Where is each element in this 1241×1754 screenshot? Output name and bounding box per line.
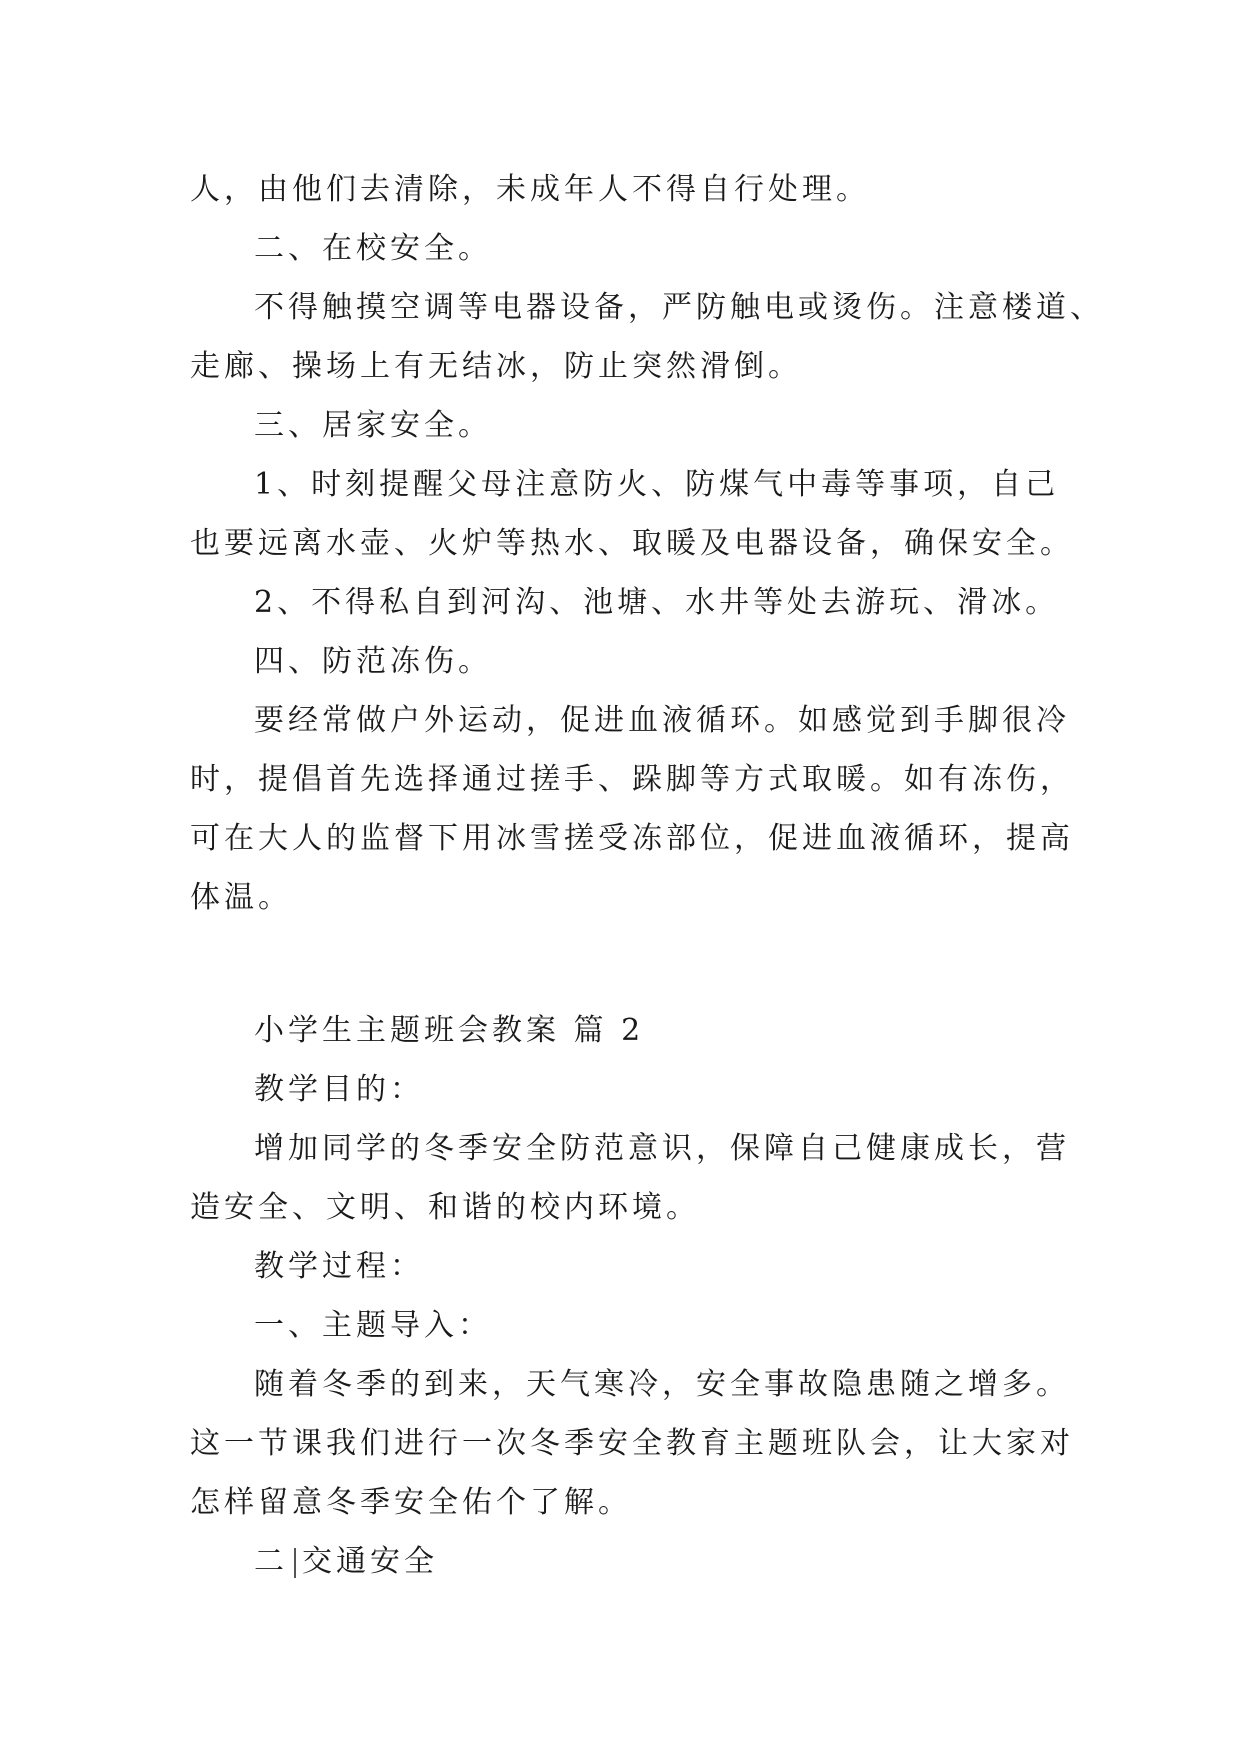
paragraph-line: 体温。 <box>190 880 292 915</box>
paragraph-line: 不得触摸空调等电器设备，严防触电或烫伤。注意楼道、 <box>254 290 1104 325</box>
paragraph-line: 造安全、文明、和谐的校内环境。 <box>190 1190 700 1225</box>
paragraph-line: 随着冬季的到来，天气寒冷，安全事故隐患随之增多。 <box>254 1367 1070 1402</box>
section-heading: 一、主题导入： <box>254 1308 492 1343</box>
section-heading: 二、在校安全。 <box>254 231 492 266</box>
paragraph-line: 也要远离水壶、火炉等热水、取暖及电器设备，确保安全。 <box>190 526 1074 561</box>
paragraph-line: 1、时刻提醒父母注意防火、防煤气中毒等事项，自己 <box>254 467 1060 502</box>
paragraph-line: 走廊、操场上有无结冰，防止突然滑倒。 <box>190 349 802 384</box>
document-body <box>190 160 1104 1591</box>
paragraph-line: 2、不得私自到河沟、池塘、水井等处去游玩、滑冰。 <box>254 585 1060 620</box>
section-heading: 三、居家安全。 <box>254 408 492 443</box>
paragraph-line: 时，提倡首先选择通过搓手、跺脚等方式取暖。如有冻伤， <box>190 762 1074 797</box>
text-cursor <box>294 1548 296 1578</box>
section-gap <box>190 927 1070 1001</box>
section-heading[interactable] <box>190 1532 1070 1591</box>
section-heading: 教学目的： <box>254 1072 424 1107</box>
section-heading: 四、防范冻伤。 <box>254 644 492 679</box>
paragraph-line: 这一节课我们进行一次冬季安全教育主题班队会，让大家对 <box>190 1426 1074 1461</box>
paragraph-line: 可在大人的监督下用冰雪搓受冻部位，促进血液循环，提高 <box>190 821 1074 856</box>
heading-prefix: 二 <box>254 1544 288 1579</box>
paragraph-line: 人，由他们去清除，未成年人不得自行处理。 <box>190 172 870 207</box>
heading-text: 交通安全 <box>302 1544 438 1579</box>
document-title: 小学生主题班会教案 篇 2 <box>254 1013 645 1048</box>
section-heading: 教学过程： <box>254 1249 424 1284</box>
paragraph-line: 要经常做户外运动，促进血液循环。如感觉到手脚很冷 <box>254 703 1070 738</box>
paragraph-line: 怎样留意冬季安全佑个了解。 <box>190 1485 632 1520</box>
paragraph-line: 增加同学的冬季安全防范意识，保障自己健康成长，营 <box>254 1131 1070 1166</box>
